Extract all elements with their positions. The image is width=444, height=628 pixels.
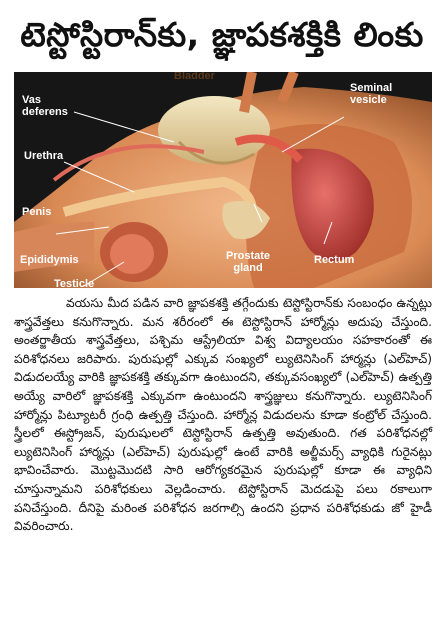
anatomy-illustration xyxy=(14,72,432,288)
label-penis: Penis xyxy=(22,206,52,218)
article-body: వయసు మీద పడిన వారి జ్ఞాపకశక్తి తగ్గేందుకు టెస్టోస్టిరాన్‌కు సంబంధం ఉన్నట్లు శాస్త్రవేత్తలు కనుగొన్నారు. మన శరీరంలో ఈ టెస్టోస్టిరాన్ హార్మోన్లు అదుపు చేస్తుంది. అంతర్జాతీయ శాస్త్రవేత్తలు, పశ్చిమ ఆస్ట్రేలియా విశ్వ విద్యాలయం సహకారంతో ఈ పరిశోధనలు జరిపారు. పురుషుల్లో ఎక్కువ సంఖ్యలో ల్యుటెనిసింగ్ హార్మన్లు (ఎల్‌హెచ్) విడుదలయ్యే వారికి జ్ఞాపకశక్తి తక్కువగా ఉంటుందని, తక్కువసంఖ్యలో (ఎల్‌హెచ్) ఉత్పత్తి అయ్యే వారిలో జ్ఞాపకశక్తి ఎక్కువగా ఉంటుందని శాస్త్రజ్ఞులు కనుగొన్నారు. ల్యుటెనిసింగ్ హార్మోన్లు పిట్యూటరీ గ్రంధి ఉత్పత్తి చేస్తుంది. హార్మోన్ల విడుదలను కూడా కంట్రోల్ చేస్తుంది. స్త్రీలలో ఈస్ట్రోజన్, పురుషులలో టెస్టోస్టిరాన్ ఉత్పత్తి అవుతుంది. గత పరిశోధనల్లో ల్యుటెనిసింగ్ హార్మన్లు (ఎల్‌హెచ్) పురుషుల్లో ఉంటే వారికి అల్జీమర్స్ వ్యాధికి గురైనట్లు భావించేవారు. మొట్టమొదటి సారి ఆరోగ్యకరమైన పురుషుల్లో కూడా ఈ వ్యాధిని చూస్తున్నామని పరిశోధకులు వెల్లడించారు. టెస్టోస్టిరాన్ మెదడుపై పలు రకాలుగా పనిచేస్తుంది. దీనిపై మరింత పరిశోధన జరగాల్సి ఉందని ప్రధాన పరిశోధకుడు జో హైడీ వివరించారు. xyxy=(14,296,432,534)
label-rectum: Rectum xyxy=(314,254,355,266)
label-prostate-gland: Prostate gland xyxy=(226,250,271,274)
label-seminal-vesicle: Seminal vesicle xyxy=(350,82,393,106)
label-vas-deferens: Vas deferens xyxy=(22,94,68,118)
label-urethra: Urethra xyxy=(24,150,64,162)
label-bladder: Bladder xyxy=(174,72,215,82)
label-epididymis: Epididymis xyxy=(20,254,79,266)
article-headline: టెస్టోస్టిరాన్‌కు, జ్ఞాపకశక్తికి లింకు xyxy=(20,15,424,54)
label-testicle: Testicle xyxy=(54,278,95,288)
